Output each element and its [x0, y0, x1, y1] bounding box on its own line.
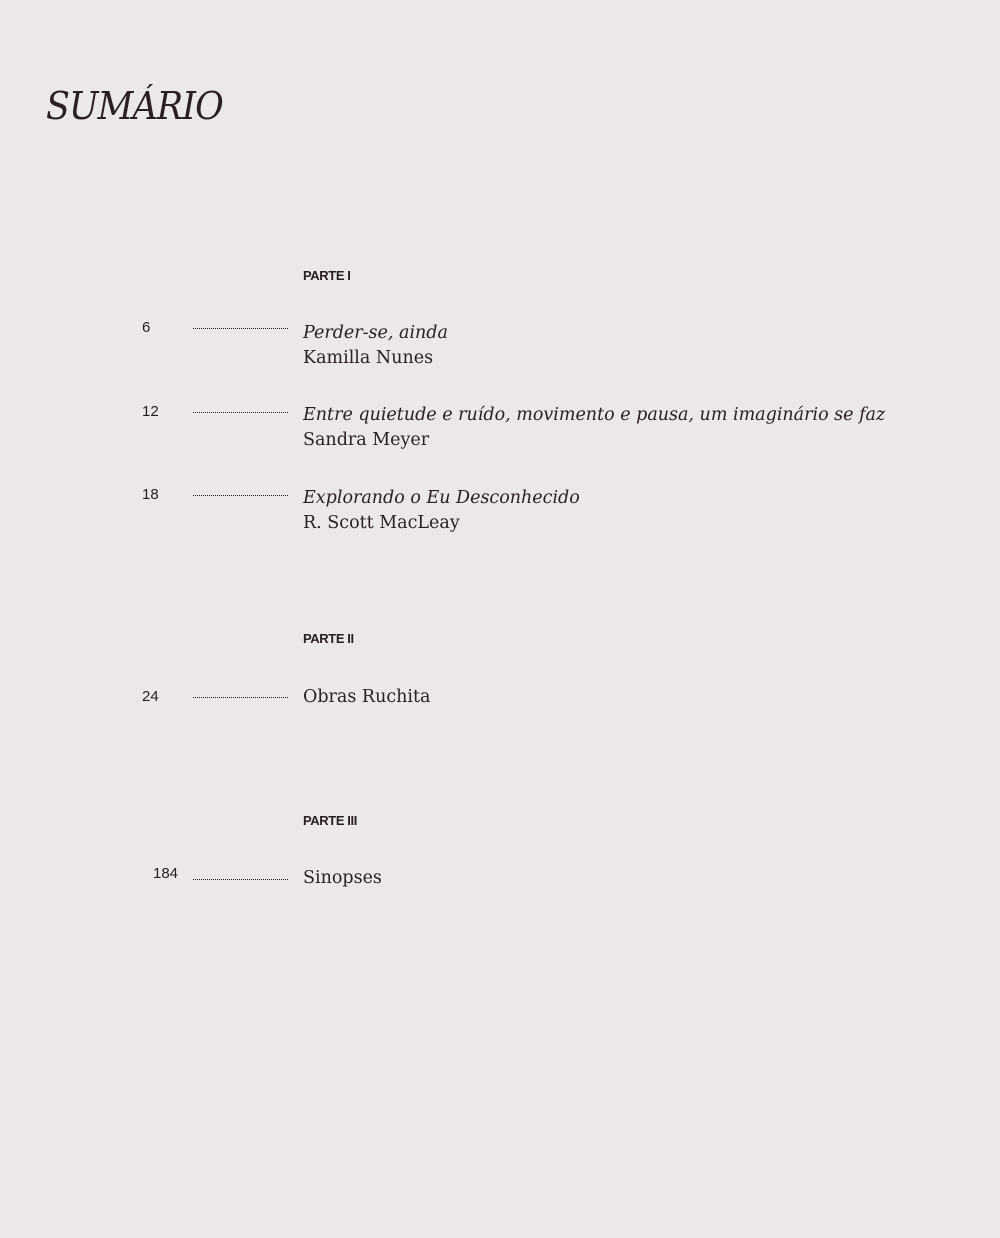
part-label-1: PARTE I: [303, 268, 351, 283]
page-number: 184: [153, 865, 179, 882]
page-number: 12: [142, 403, 159, 420]
entry-author: Kamilla Nunes: [303, 348, 434, 368]
entry-title: Explorando o Eu Desconhecido: [303, 488, 580, 508]
dotted-leader: [193, 697, 288, 698]
entry-title: Sinopses: [303, 868, 382, 888]
part-label-2: PARTE II: [303, 631, 354, 646]
page-title: SUMÁRIO: [46, 84, 223, 128]
entry-author: Sandra Meyer: [303, 430, 430, 450]
entry-title: Perder-se, ainda: [303, 323, 448, 343]
toc-entry-explorando[interactable]: [0, 486, 1000, 546]
toc-entry-entre-quietude[interactable]: [0, 403, 1000, 463]
entry-title: Obras Ruchita: [303, 687, 431, 707]
part-label-3: PARTE III: [303, 813, 357, 828]
dotted-leader: [193, 412, 288, 413]
page-number: 24: [142, 688, 159, 705]
page-number: 18: [142, 486, 159, 503]
toc-entry-obras-ruchita[interactable]: [0, 688, 1000, 748]
page-number: 6: [142, 319, 151, 336]
dotted-leader: [193, 879, 288, 880]
entry-author: R. Scott MacLeay: [303, 513, 460, 533]
toc-entry-perder-se[interactable]: [0, 319, 1000, 379]
dotted-leader: [193, 495, 288, 496]
entry-title: Entre quietude e ruído, movimento e pausa, um imaginário se faz: [303, 405, 886, 425]
dotted-leader: [193, 328, 288, 329]
toc-entry-sinopses[interactable]: [0, 865, 1000, 925]
